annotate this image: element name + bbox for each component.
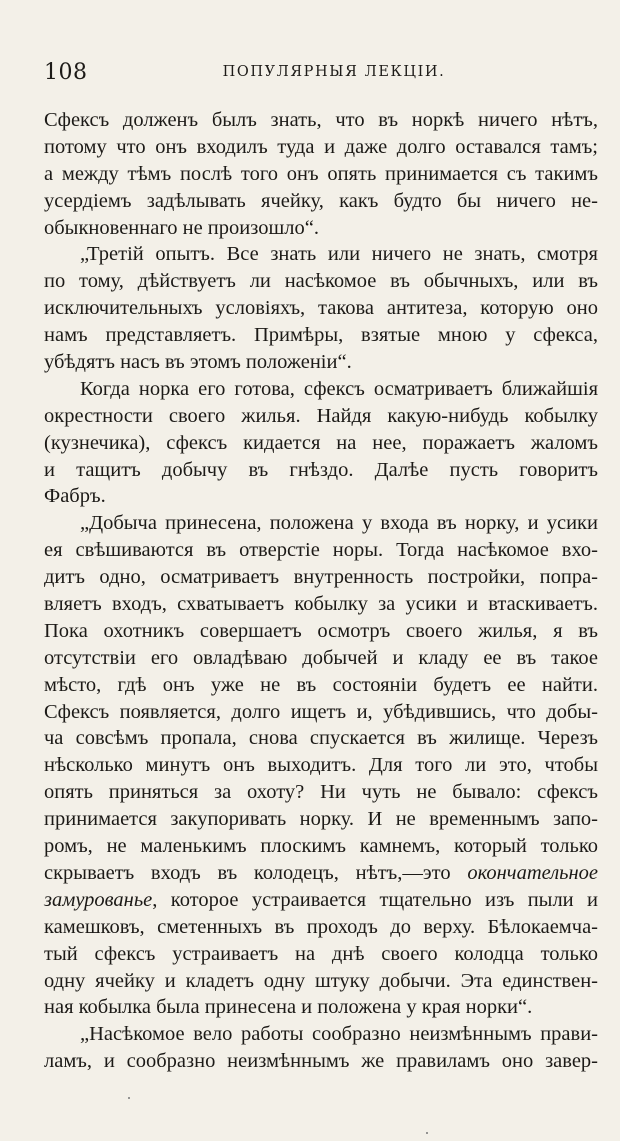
text-segment: скрываетъ входъ въ колодецъ, нѣтъ,—это: [44, 861, 468, 884]
text-line: исключительныхъ условіяхъ, такова антитеза, которую оно: [44, 297, 598, 320]
text-line: усердіемъ задѣлывать ячейку, какъ будто бы ничего не-: [44, 189, 598, 212]
text-line: опять приняться за охоту? Ни чуть не бывало: сфексъ: [44, 781, 598, 804]
text-line: принимается закупоривать норку. И не временнымъ запо-: [44, 808, 598, 831]
text-line: „Насѣкомое вело работы сообразно неизмѣннымъ прави-: [80, 1023, 598, 1046]
text-line: Сфексъ появляется, долго ищетъ и, убѣдившись, что добы-: [44, 700, 598, 723]
text-line: Пока охотникъ совершаетъ осмотръ своего жилья, я въ: [44, 619, 598, 642]
text-line: [44, 887, 598, 914]
text-line: одну ячейку и кладетъ одну штуку добычи. Эта единствен-: [44, 969, 598, 992]
italic-segment: окончательное: [467, 861, 598, 884]
body-text: [44, 107, 598, 1075]
text-line: мѣсто, гдѣ онъ уже не въ состояніи будетъ ее найти.: [44, 673, 598, 696]
text-line: дитъ одно, осматриваетъ внутренность постройки, попра-: [44, 566, 598, 589]
text-line: убѣдятъ насъ въ этомъ положеніи“.: [44, 351, 352, 374]
text-line: вляетъ входъ, схватываетъ кобылку за усики и втаскиваетъ.: [44, 593, 598, 616]
text-line: (кузнечика), сфексъ кидается на нее, поражаетъ жаломъ: [44, 431, 598, 454]
running-title: ПОПУЛЯРНЫЯ ЛЕКЦІИ.: [222, 64, 446, 80]
text-line: [44, 860, 598, 887]
print-speck: [128, 1097, 130, 1099]
text-line: обыкновеннаго не произошло“.: [44, 216, 319, 239]
text-line: тый сфексъ устраиваетъ на днѣ своего колодца только: [44, 942, 598, 965]
page-number: 108: [44, 60, 88, 85]
text-line: по тому, дѣйствуетъ ли насѣкомое въ обычныхъ, или въ: [44, 270, 598, 293]
text-line: Фабръ.: [44, 485, 106, 508]
text-line: Когда норка его готова, сфексъ осматриваетъ ближайшія: [80, 377, 598, 400]
text-line: а между тѣмъ послѣ того онъ опять принимается съ такимъ: [44, 162, 598, 185]
text-line: „Добыча принесена, положена у входа въ норку, и усики: [80, 512, 598, 535]
text-line: камешковъ, сметенныхъ въ проходъ до верху. Бѣлокаемча-: [44, 915, 598, 938]
text-line: и тащитъ добычу въ гнѣздо. Далѣе пусть говоритъ: [44, 458, 598, 481]
text-line: ламъ, и сообразно неизмѣннымъ же правиламъ оно завер-: [44, 1050, 598, 1073]
text-line: ея свѣшиваются въ отверстіе норы. Тогда насѣкомое вхо-: [44, 539, 598, 562]
text-line: отсутствіи его овладѣваю добычей и кладу ее въ такое: [44, 646, 598, 669]
italic-segment: замурованье: [44, 888, 153, 911]
text-line: ная кобылка была принесена и положена у края норки“.: [44, 996, 533, 1019]
page-header: [44, 60, 584, 90]
text-line: ча совсѣмъ пропала, снова спускается въ жилище. Черезъ: [44, 727, 598, 750]
text-segment: , которое устраивается тщательно изъ пыли и: [152, 888, 598, 911]
text-line: Сфексъ долженъ былъ знать, что въ норкѣ ничего нѣтъ,: [44, 109, 598, 131]
text-line: потому что онъ входилъ туда и даже долго оставался тамъ;: [44, 135, 598, 158]
text-line: нѣсколько минутъ онъ выходитъ. Для того ли это, чтобы: [44, 754, 598, 777]
text-line: окрестности своего жилья. Найдя какую-нибудь кобылку: [44, 404, 598, 427]
print-speck: [426, 1132, 428, 1134]
text-line: „Третій опытъ. Все знать или ничего не знать, смотря: [80, 243, 598, 266]
text-line: ромъ, не маленькимъ плоскимъ камнемъ, который только: [44, 835, 598, 858]
text-line: намъ представляетъ. Примѣры, взятые мною у сфекса,: [44, 324, 598, 347]
